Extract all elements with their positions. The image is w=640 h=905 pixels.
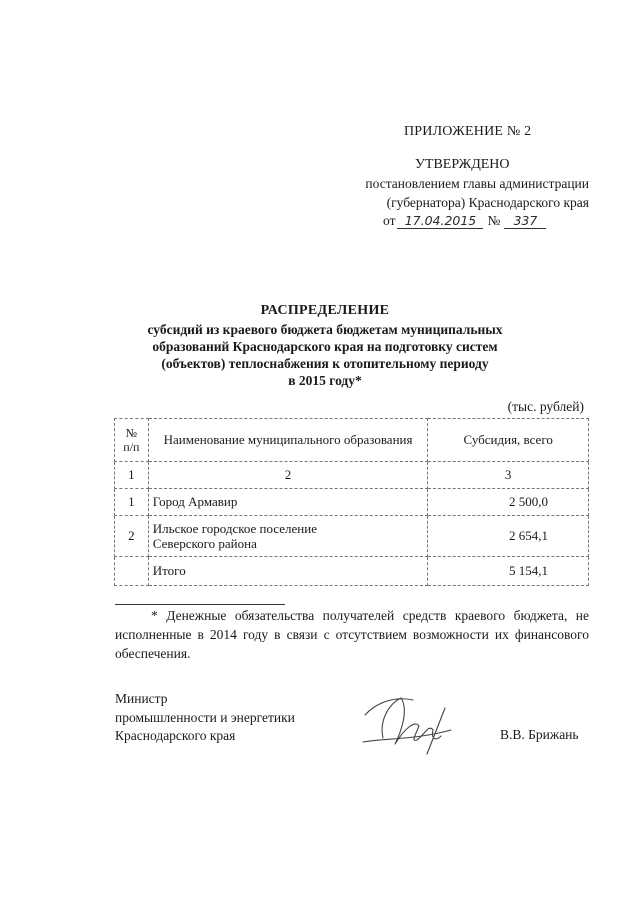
number-prefix: №	[487, 213, 501, 228]
subtitle-line-1: субсидий из краевого бюджета бюджетам муниципальных	[147, 322, 503, 337]
units-label: (тыс. рублей)	[507, 399, 584, 414]
column-number: 3	[428, 462, 589, 489]
subsidy-amount: 2 500,0	[428, 489, 589, 516]
document-subtitle	[100, 321, 550, 389]
total-label: Итого	[148, 557, 428, 586]
total-amount: 5 154,1	[428, 557, 589, 586]
distribution-table	[114, 418, 589, 586]
column-number: 1	[115, 462, 149, 489]
approved-line-1: постановлением главы администрации	[365, 176, 589, 191]
subtitle-line-4: в 2015 году*	[288, 373, 362, 388]
signer-position: Министр промышленности и энергетики Краснодарского края	[115, 691, 295, 743]
table-row	[115, 489, 589, 516]
signature-stroke	[363, 698, 451, 754]
municipality-name: Город Армавир	[148, 489, 428, 516]
header-subsidy: Субсидия, всего	[428, 419, 589, 462]
date-prefix: от	[383, 213, 396, 228]
table-row	[115, 516, 589, 557]
row-number: 1	[115, 489, 149, 516]
table-total-row	[115, 557, 589, 586]
signer-name: В.В. Брижань	[500, 727, 579, 742]
header-name: Наименование муниципального образования	[148, 419, 428, 462]
appendix-label: ПРИЛОЖЕНИЕ № 2	[404, 124, 532, 139]
subtitle-line-2: образований Краснодарского края на подготовку систем	[152, 339, 498, 354]
footnote-divider	[115, 604, 285, 605]
handwritten-signature	[355, 680, 465, 760]
column-number: 2	[148, 462, 428, 489]
approved-line-2: (губернатора) Краснодарского края	[386, 195, 589, 210]
subtitle-line-3: (объектов) теплоснабжения к отопительному периоду	[161, 356, 489, 371]
column-number-row	[115, 462, 589, 489]
row-number	[115, 557, 149, 586]
header-number: № п/п	[115, 419, 149, 462]
subsidy-amount: 2 654,1	[428, 516, 589, 557]
table-header-row	[115, 419, 589, 462]
row-number: 2	[115, 516, 149, 557]
footnote: * Денежные обязательства получателей средств краевого бюджета, не исполненные в 2014 году в связи с отсутствием возможности их финансового обеспечения.	[115, 608, 589, 661]
handwritten-number: 337	[504, 213, 546, 229]
approved-title: УТВЕРЖДЕНО	[415, 157, 510, 172]
handwritten-date: 17.04.2015	[397, 213, 483, 229]
municipality-name: Ильское городское поселение Северского района	[148, 516, 428, 557]
document-title: РАСПРЕДЕЛЕНИЕ	[260, 303, 390, 318]
resolution-date-line	[383, 213, 546, 229]
